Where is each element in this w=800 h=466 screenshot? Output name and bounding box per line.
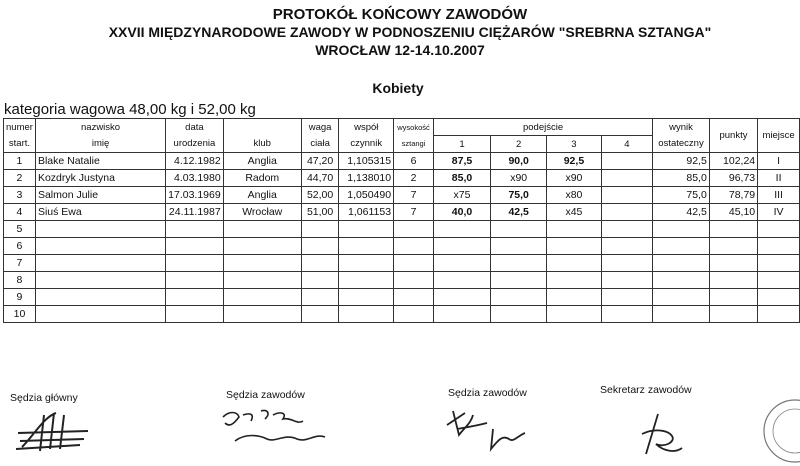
cell-points (709, 272, 757, 289)
col-attempt-1: 1 (433, 136, 490, 153)
col-czynnik: czynnik (339, 136, 394, 153)
table-row (4, 306, 800, 323)
cell-attempt-1: 85,0 (433, 170, 490, 187)
cell-attempt-1 (433, 255, 490, 272)
cell-club (223, 255, 301, 272)
cell-birth-date (166, 238, 224, 255)
cell-attempt-1 (433, 306, 490, 323)
cell-attempt-4 (601, 238, 653, 255)
cell-body-weight (301, 255, 339, 272)
cell-coefficient: 1,105315 (339, 153, 394, 170)
official-stamp (760, 396, 800, 466)
col-ostateczny: ostateczny (653, 136, 710, 153)
cell-attempt-2 (491, 255, 547, 272)
section-title: Kobiety (372, 80, 424, 96)
cell-bar-height (394, 238, 434, 255)
cell-attempt-3 (547, 238, 601, 255)
table-row (4, 153, 800, 170)
cell-body-weight (301, 306, 339, 323)
cell-final-result (653, 221, 710, 238)
cell-final-result (653, 255, 710, 272)
table-row (4, 170, 800, 187)
cell-attempt-2 (491, 272, 547, 289)
cell-number: 1 (4, 153, 36, 170)
col-waga: waga (301, 119, 339, 136)
cell-club: Radom (223, 170, 301, 187)
cell-name (35, 221, 165, 238)
cell-bar-height (394, 221, 434, 238)
table-row (4, 289, 800, 306)
cell-attempt-4 (601, 272, 653, 289)
cell-coefficient (339, 221, 394, 238)
cell-attempt-4 (601, 187, 653, 204)
competition-name: XXVII MIĘDZYNARODOWE ZAWODY W PODNOSZENIU CIĘŻARÓW "SREBRNA SZTANGA" (108, 24, 712, 40)
cell-number: 4 (4, 204, 36, 221)
cell-attempt-2 (491, 306, 547, 323)
cell-bar-height: 7 (394, 204, 434, 221)
cell-coefficient (339, 238, 394, 255)
cell-coefficient (339, 255, 394, 272)
cell-final-result: 92,5 (653, 153, 710, 170)
cell-number: 6 (4, 238, 36, 255)
cell-body-weight (301, 221, 339, 238)
cell-club: Anglia (223, 187, 301, 204)
cell-birth-date (166, 289, 224, 306)
cell-name (35, 272, 165, 289)
signature-label-judge-1: Sędzia zawodów (226, 389, 305, 401)
col-nazwisko: nazwisko (35, 119, 165, 136)
cell-attempt-3: x90 (547, 170, 601, 187)
cell-body-weight: 47,20 (301, 153, 339, 170)
cell-place (758, 272, 800, 289)
cell-attempt-4 (601, 170, 653, 187)
table-row (4, 272, 800, 289)
cell-birth-date: 4.12.1982 (166, 153, 224, 170)
cell-place (758, 221, 800, 238)
protocol-title: PROTOKÓŁ KOŃCOWY ZAWODÓW (272, 6, 528, 23)
cell-club (223, 289, 301, 306)
col-klub-top (223, 119, 301, 136)
cell-place (758, 255, 800, 272)
cell-attempt-2: 90,0 (491, 153, 547, 170)
cell-attempt-3 (547, 306, 601, 323)
cell-bar-height (394, 255, 434, 272)
cell-place (758, 306, 800, 323)
signature-judge-1 (215, 403, 335, 455)
cell-attempt-1: 87,5 (433, 153, 490, 170)
col-start: start. (4, 136, 36, 153)
cell-number: 7 (4, 255, 36, 272)
cell-coefficient: 1,061153 (339, 204, 394, 221)
cell-coefficient (339, 289, 394, 306)
signature-secretary (628, 410, 698, 455)
cell-coefficient (339, 272, 394, 289)
cell-place (758, 289, 800, 306)
signature-label-judge-2: Sędzia zawodów (448, 387, 527, 399)
col-klub: klub (223, 136, 301, 153)
cell-birth-date (166, 272, 224, 289)
cell-attempt-3: x45 (547, 204, 601, 221)
cell-attempt-2 (491, 289, 547, 306)
cell-birth-date: 4.03.1980 (166, 170, 224, 187)
cell-club (223, 221, 301, 238)
col-attempt-4: 4 (601, 136, 653, 153)
cell-coefficient: 1,050490 (339, 187, 394, 204)
cell-attempt-1: 40,0 (433, 204, 490, 221)
table-header (4, 119, 800, 153)
cell-attempt-3 (547, 289, 601, 306)
cell-attempt-4 (601, 221, 653, 238)
col-numer: numer (4, 119, 36, 136)
cell-body-weight (301, 238, 339, 255)
cell-attempt-4 (601, 289, 653, 306)
cell-club (223, 238, 301, 255)
cell-attempt-4 (601, 204, 653, 221)
cell-points: 102,24 (709, 153, 757, 170)
cell-final-result (653, 238, 710, 255)
cell-points (709, 221, 757, 238)
cell-number: 5 (4, 221, 36, 238)
cell-points (709, 289, 757, 306)
cell-attempt-1 (433, 272, 490, 289)
table-row (4, 255, 800, 272)
cell-place: II (758, 170, 800, 187)
col-wysokosc: wysokość (394, 119, 434, 136)
cell-attempt-1: x75 (433, 187, 490, 204)
table-row (4, 187, 800, 204)
cell-number: 9 (4, 289, 36, 306)
cell-attempt-1 (433, 221, 490, 238)
cell-attempt-2: x90 (491, 170, 547, 187)
cell-final-result: 75,0 (653, 187, 710, 204)
cell-number: 8 (4, 272, 36, 289)
cell-coefficient: 1,138010 (339, 170, 394, 187)
col-sztangi: sztangi (394, 136, 434, 153)
cell-number: 2 (4, 170, 36, 187)
cell-name (35, 238, 165, 255)
cell-points: 96,73 (709, 170, 757, 187)
cell-name (35, 255, 165, 272)
cell-points (709, 306, 757, 323)
cell-name (35, 289, 165, 306)
cell-points: 45,10 (709, 204, 757, 221)
cell-coefficient (339, 306, 394, 323)
cell-place: I (758, 153, 800, 170)
table-row (4, 238, 800, 255)
cell-birth-date (166, 306, 224, 323)
cell-birth-date: 24.11.1987 (166, 204, 224, 221)
col-urodzenia: urodzenia (166, 136, 224, 153)
cell-attempt-4 (601, 306, 653, 323)
cell-name: Salmon Julie (35, 187, 165, 204)
cell-club: Anglia (223, 153, 301, 170)
cell-name: Blake Natalie (35, 153, 165, 170)
cell-bar-height: 7 (394, 187, 434, 204)
cell-attempt-4 (601, 153, 653, 170)
col-wspol: współ (339, 119, 394, 136)
cell-body-weight: 52,00 (301, 187, 339, 204)
cell-final-result (653, 289, 710, 306)
cell-name: Siuś Ewa (35, 204, 165, 221)
cell-points: 78,79 (709, 187, 757, 204)
cell-birth-date (166, 255, 224, 272)
competition-place-date: WROCŁAW 12-14.10.2007 (315, 42, 485, 58)
cell-bar-height (394, 289, 434, 306)
cell-final-result: 42,5 (653, 204, 710, 221)
cell-points (709, 255, 757, 272)
signature-label-chief: Sędzia główny (10, 392, 78, 404)
cell-attempt-3 (547, 272, 601, 289)
cell-number: 10 (4, 306, 36, 323)
results-table (3, 118, 800, 323)
cell-points (709, 238, 757, 255)
col-wynik: wynik (653, 119, 710, 136)
cell-final-result: 85,0 (653, 170, 710, 187)
cell-attempt-4 (601, 255, 653, 272)
cell-body-weight: 51,00 (301, 204, 339, 221)
cell-final-result (653, 272, 710, 289)
cell-attempt-2: 42,5 (491, 204, 547, 221)
cell-place: IV (758, 204, 800, 221)
cell-club: Wrocław (223, 204, 301, 221)
col-podejscie: podejście (433, 119, 652, 136)
cell-final-result (653, 306, 710, 323)
col-attempt-3: 3 (547, 136, 601, 153)
table-row (4, 221, 800, 238)
cell-body-weight (301, 272, 339, 289)
col-miejsce: miejsce (758, 119, 800, 153)
cell-attempt-1 (433, 289, 490, 306)
cell-name (35, 306, 165, 323)
cell-body-weight: 44,70 (301, 170, 339, 187)
col-imie: imię (35, 136, 165, 153)
cell-bar-height: 2 (394, 170, 434, 187)
table-body (4, 153, 800, 323)
weight-category: kategoria wagowa 48,00 kg i 52,00 kg (4, 101, 256, 118)
cell-attempt-3 (547, 255, 601, 272)
cell-bar-height (394, 272, 434, 289)
cell-attempt-3 (547, 221, 601, 238)
cell-place: III (758, 187, 800, 204)
cell-birth-date: 17.03.1969 (166, 187, 224, 204)
cell-attempt-2 (491, 238, 547, 255)
cell-attempt-2: 75,0 (491, 187, 547, 204)
signature-label-secretary: Sekretarz zawodów (600, 384, 692, 396)
cell-number: 3 (4, 187, 36, 204)
cell-attempt-2 (491, 221, 547, 238)
col-ciala: ciała (301, 136, 339, 153)
cell-name: Kozdryk Justyna (35, 170, 165, 187)
cell-bar-height: 6 (394, 153, 434, 170)
signature-chief-judge (14, 405, 94, 455)
cell-attempt-1 (433, 238, 490, 255)
cell-bar-height (394, 306, 434, 323)
table-row (4, 204, 800, 221)
col-punkty: punkty (709, 119, 757, 153)
cell-attempt-3: x80 (547, 187, 601, 204)
col-data: data (166, 119, 224, 136)
cell-attempt-3: 92,5 (547, 153, 601, 170)
cell-club (223, 306, 301, 323)
cell-birth-date (166, 221, 224, 238)
cell-place (758, 238, 800, 255)
cell-club (223, 272, 301, 289)
cell-body-weight (301, 289, 339, 306)
col-attempt-2: 2 (491, 136, 547, 153)
signature-judge-2 (443, 405, 533, 453)
